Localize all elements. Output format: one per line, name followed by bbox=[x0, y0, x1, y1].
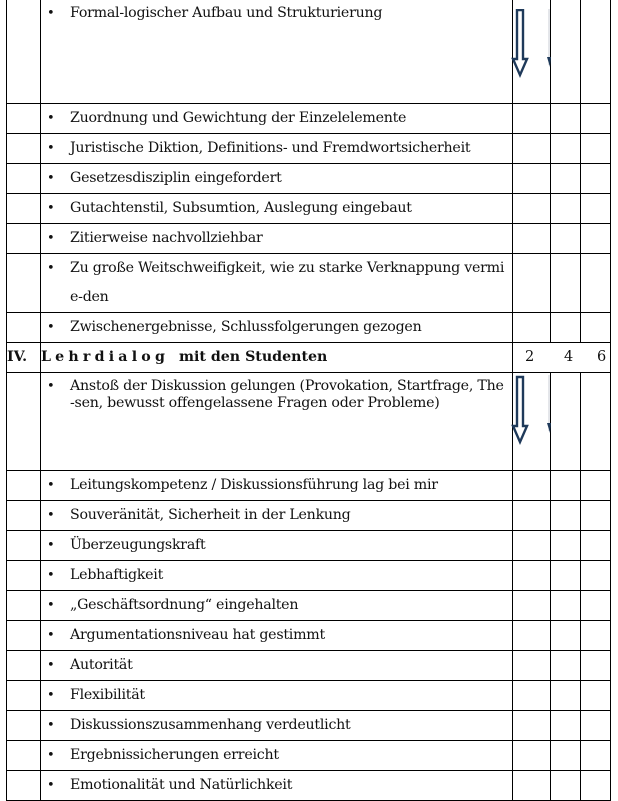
rating-cell-4[interactable] bbox=[551, 0, 581, 104]
criterion-text: Lebhaftigkeit bbox=[70, 567, 164, 583]
rating-cell-6[interactable] bbox=[581, 471, 611, 501]
criterion-cell bbox=[41, 711, 513, 741]
criterion-text: Juristische Diktion, Definitions- und Fremdwortsicherheit bbox=[70, 140, 471, 156]
rating-cell-6[interactable] bbox=[581, 0, 611, 104]
rating-scale-header bbox=[513, 343, 611, 373]
table-row bbox=[7, 0, 611, 104]
number-cell bbox=[7, 0, 41, 104]
number-cell bbox=[7, 194, 41, 224]
criterion-cell bbox=[41, 741, 513, 771]
criterion-text: Gesetzesdisziplin eingefordert bbox=[70, 170, 282, 186]
table-row bbox=[7, 164, 611, 194]
rating-cell-6[interactable] bbox=[581, 104, 611, 134]
criterion-cell bbox=[41, 224, 513, 254]
rating-cell-2[interactable] bbox=[513, 104, 551, 134]
hollow-down-arrow-icon bbox=[511, 9, 529, 79]
rating-cell-2[interactable] bbox=[513, 313, 551, 343]
table-row bbox=[7, 104, 611, 134]
criterion-cell bbox=[41, 194, 513, 224]
criterion-cell bbox=[41, 621, 513, 651]
table-row bbox=[7, 681, 611, 711]
rating-cell-2[interactable] bbox=[513, 711, 551, 741]
bullet: • bbox=[47, 508, 55, 523]
criterion-cell bbox=[41, 561, 513, 591]
rating-cell-6[interactable] bbox=[581, 224, 611, 254]
rating-cell-4[interactable] bbox=[551, 771, 581, 801]
table-row bbox=[7, 313, 611, 343]
section-header-row bbox=[7, 343, 611, 373]
rating-cell-2[interactable] bbox=[513, 224, 551, 254]
rating-cell-6[interactable] bbox=[581, 164, 611, 194]
rating-cell-2[interactable] bbox=[513, 681, 551, 711]
rating-cell-2[interactable] bbox=[513, 134, 551, 164]
rating-cell-6[interactable] bbox=[581, 501, 611, 531]
table-row bbox=[7, 591, 611, 621]
number-cell bbox=[7, 254, 41, 313]
rating-cell-4[interactable] bbox=[551, 501, 581, 531]
bullet: • bbox=[47, 718, 55, 733]
rating-cell-4[interactable] bbox=[551, 561, 581, 591]
section-number: IV. bbox=[7, 343, 41, 373]
criterion-cell bbox=[41, 164, 513, 194]
number-cell bbox=[7, 224, 41, 254]
criterion-text: Leitungskompetenz / Diskussionsführung lag bei mir bbox=[70, 477, 438, 493]
rating-cell-4[interactable] bbox=[551, 531, 581, 561]
table-row bbox=[7, 561, 611, 591]
rating-cell-2[interactable] bbox=[513, 771, 551, 801]
criterion-text: Zitierweise nachvollziehbar bbox=[70, 230, 263, 246]
rating-cell-6[interactable] bbox=[581, 681, 611, 711]
criterion-cell bbox=[41, 471, 513, 501]
table-row bbox=[7, 621, 611, 651]
rating-cell-2[interactable] bbox=[513, 194, 551, 224]
rating-cell-4[interactable] bbox=[551, 313, 581, 343]
rating-cell-2[interactable] bbox=[513, 164, 551, 194]
number-cell bbox=[7, 681, 41, 711]
rating-cell-4[interactable] bbox=[551, 681, 581, 711]
section-title-spaced: Lehrdialog bbox=[41, 349, 170, 365]
table-row bbox=[7, 373, 611, 471]
table-row bbox=[7, 531, 611, 561]
rating-cell-6[interactable] bbox=[581, 194, 611, 224]
criterion-cell bbox=[41, 254, 513, 313]
number-cell bbox=[7, 711, 41, 741]
rating-cell-4[interactable] bbox=[551, 373, 581, 471]
bullet: • bbox=[47, 688, 55, 703]
rating-cell-2[interactable] bbox=[513, 561, 551, 591]
rating-cell-6[interactable] bbox=[581, 621, 611, 651]
bullet: • bbox=[47, 6, 55, 21]
criterion-cell bbox=[41, 134, 513, 164]
rating-cell-4[interactable] bbox=[551, 134, 581, 164]
number-cell bbox=[7, 313, 41, 343]
criterion-text: Formal-logischer Aufbau und Strukturierung bbox=[70, 5, 383, 21]
criterion-cell bbox=[41, 651, 513, 681]
bullet: • bbox=[47, 201, 55, 216]
table-row bbox=[7, 471, 611, 501]
criterion-text: Argumentationsniveau hat gestimmt bbox=[70, 627, 325, 643]
table-row bbox=[7, 194, 611, 224]
criterion-cell bbox=[41, 373, 513, 471]
bullet: • bbox=[47, 478, 55, 493]
table-row bbox=[7, 501, 611, 531]
number-cell bbox=[7, 134, 41, 164]
rating-cell-4[interactable] bbox=[551, 254, 581, 313]
bullet: • bbox=[47, 141, 55, 156]
criterion-text: „Geschäftsordnung“ eingehalten bbox=[70, 597, 299, 613]
hollow-down-arrow-icon bbox=[511, 375, 529, 447]
criterion-cell bbox=[41, 501, 513, 531]
rating-cell-2[interactable] bbox=[513, 373, 551, 471]
table-row bbox=[7, 771, 611, 801]
number-cell bbox=[7, 621, 41, 651]
table-row bbox=[7, 134, 611, 164]
section-title bbox=[41, 343, 513, 373]
bullet: • bbox=[47, 111, 55, 126]
section-title-rest: mit den Studenten bbox=[178, 349, 328, 365]
criterion-cell bbox=[41, 591, 513, 621]
criterion-text: Überzeugungskraft bbox=[70, 537, 206, 553]
rating-cell-2[interactable] bbox=[513, 254, 551, 313]
rating-cell-4[interactable] bbox=[551, 164, 581, 194]
evaluation-table bbox=[6, 0, 611, 801]
number-cell bbox=[7, 591, 41, 621]
number-cell bbox=[7, 373, 41, 471]
criterion-text: Anstoß der Diskussion gelungen (Provokation, Startfrage, The-sen, bewusst offengelassene Fragen oder Probleme) bbox=[70, 378, 504, 411]
criterion-text: Emotionalität und Natürlichkeit bbox=[70, 777, 293, 793]
bullet: • bbox=[47, 658, 55, 673]
number-cell bbox=[7, 501, 41, 531]
number-cell bbox=[7, 771, 41, 801]
bullet: • bbox=[47, 320, 55, 335]
rating-cell-2[interactable] bbox=[513, 0, 551, 104]
criterion-text: Autorität bbox=[70, 657, 133, 673]
bullet: • bbox=[47, 748, 55, 763]
rating-cell-2[interactable] bbox=[513, 471, 551, 501]
scale-label-2: 2 bbox=[525, 349, 535, 365]
number-cell bbox=[7, 651, 41, 681]
rating-cell-6[interactable] bbox=[581, 561, 611, 591]
rating-cell-4[interactable] bbox=[551, 224, 581, 254]
rating-cell-6[interactable] bbox=[581, 531, 611, 561]
rating-cell-4[interactable] bbox=[551, 591, 581, 621]
rating-cell-2[interactable] bbox=[513, 741, 551, 771]
bullet: • bbox=[47, 568, 55, 583]
table-row bbox=[7, 224, 611, 254]
rating-cell-4[interactable] bbox=[551, 711, 581, 741]
rating-cell-4[interactable] bbox=[551, 621, 581, 651]
criterion-cell bbox=[41, 104, 513, 134]
rating-cell-4[interactable] bbox=[551, 194, 581, 224]
scale-label-6: 6 bbox=[597, 349, 607, 365]
rating-cell-2[interactable] bbox=[513, 651, 551, 681]
rating-cell-6[interactable] bbox=[581, 254, 611, 313]
bullet: • bbox=[47, 231, 55, 246]
table-row bbox=[7, 651, 611, 681]
scale-label-4: 4 bbox=[564, 349, 574, 365]
bullet: • bbox=[47, 628, 55, 643]
criterion-text: Zuordnung und Gewichtung der Einzelelemente bbox=[70, 110, 407, 126]
rating-cell-6[interactable] bbox=[581, 651, 611, 681]
rating-cell-2[interactable] bbox=[513, 621, 551, 651]
number-cell bbox=[7, 164, 41, 194]
table-row bbox=[7, 711, 611, 741]
rating-cell-2[interactable] bbox=[513, 501, 551, 531]
criterion-cell bbox=[41, 531, 513, 561]
number-cell bbox=[7, 741, 41, 771]
rating-cell-6[interactable] bbox=[581, 591, 611, 621]
bullet: • bbox=[47, 261, 55, 276]
rating-cell-4[interactable] bbox=[551, 104, 581, 134]
criterion-text: Zwischenergebnisse, Schlussfolgerungen gezogen bbox=[70, 319, 422, 335]
rating-cell-4[interactable] bbox=[551, 741, 581, 771]
rating-cell-6[interactable] bbox=[581, 134, 611, 164]
table-row bbox=[7, 254, 611, 313]
number-cell bbox=[7, 471, 41, 501]
number-cell bbox=[7, 104, 41, 134]
faint-down-arrow-icon bbox=[546, 375, 552, 445]
faint-down-arrow-icon bbox=[546, 9, 552, 79]
criterion-cell bbox=[41, 681, 513, 711]
rating-cell-4[interactable] bbox=[551, 651, 581, 681]
rating-cell-6[interactable] bbox=[581, 373, 611, 471]
criterion-text: Zu große Weitschweifigkeit, wie zu starke Verknappung vermie-den bbox=[70, 260, 505, 305]
bullet: • bbox=[47, 538, 55, 553]
rating-cell-2[interactable] bbox=[513, 591, 551, 621]
bullet: • bbox=[47, 778, 55, 793]
bullet: • bbox=[47, 379, 55, 394]
rating-cell-6[interactable] bbox=[581, 711, 611, 741]
criterion-cell bbox=[41, 313, 513, 343]
bullet: • bbox=[47, 598, 55, 613]
criterion-text: Ergebnissicherungen erreicht bbox=[70, 747, 279, 763]
table-row bbox=[7, 741, 611, 771]
criterion-text: Souveränität, Sicherheit in der Lenkung bbox=[70, 507, 351, 523]
bullet: • bbox=[47, 171, 55, 186]
rating-cell-6[interactable] bbox=[581, 771, 611, 801]
criterion-cell bbox=[41, 771, 513, 801]
number-cell bbox=[7, 561, 41, 591]
rating-cell-6[interactable] bbox=[581, 741, 611, 771]
rating-cell-4[interactable] bbox=[551, 471, 581, 501]
criterion-cell bbox=[41, 0, 513, 104]
criterion-text: Flexibilität bbox=[70, 687, 145, 703]
criterion-text: Gutachtenstil, Subsumtion, Auslegung eingebaut bbox=[70, 200, 412, 216]
rating-cell-6[interactable] bbox=[581, 313, 611, 343]
number-cell bbox=[7, 531, 41, 561]
rating-cell-2[interactable] bbox=[513, 531, 551, 561]
criterion-text: Diskussionszusammenhang verdeutlicht bbox=[70, 717, 351, 733]
